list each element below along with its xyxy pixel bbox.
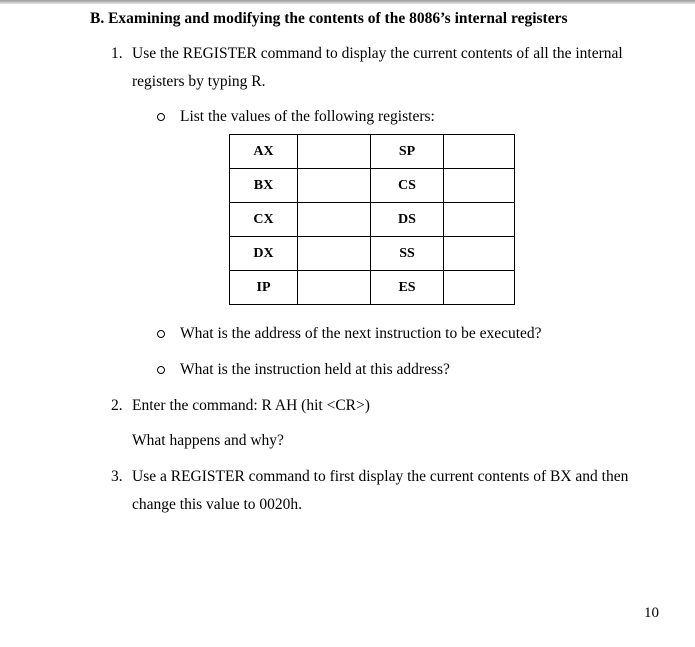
- top-rule: [0, 0, 695, 4]
- item-2-text-line1: Enter the command: R AH (hit <CR>): [132, 397, 370, 414]
- register-label-dx: DX: [230, 237, 298, 271]
- register-label-sp: SP: [371, 135, 444, 169]
- register-value-es: [444, 271, 515, 305]
- register-value-sp: [444, 135, 515, 169]
- register-label-ds: DS: [371, 203, 444, 237]
- item-1-text-line1: Use the REGISTER command to display the current contents of all the internal: [132, 45, 623, 62]
- register-value-ip: [298, 271, 371, 305]
- item-3-text-line2: change this value to 0020h.: [132, 496, 303, 513]
- register-label-ax: AX: [230, 135, 298, 169]
- table-row: [230, 203, 515, 237]
- register-value-cs: [444, 169, 515, 203]
- register-label-ip: IP: [230, 271, 298, 305]
- hollow-bullet-icon: [157, 113, 165, 121]
- page-number: 10: [644, 605, 659, 621]
- register-label-ss: SS: [371, 237, 444, 271]
- item-1-number: 1.: [111, 45, 123, 62]
- register-table: [229, 134, 515, 305]
- sub-bullet-registers: List the values of the following registers:: [180, 108, 435, 125]
- hollow-bullet-icon: [157, 366, 165, 374]
- sub-bullet-next-address: What is the address of the next instruction to be executed?: [180, 325, 542, 342]
- sub-bullet-instruction: What is the instruction held at this address?: [180, 361, 450, 378]
- item-2-number: 2.: [111, 397, 123, 414]
- register-value-dx: [298, 237, 371, 271]
- item-2-text-line2: What happens and why?: [132, 432, 284, 449]
- section-heading: B. Examining and modifying the contents of the 8086’s internal registers: [90, 10, 568, 27]
- item-3-text-line1: Use a REGISTER command to first display the current contents of BX and then: [132, 468, 629, 485]
- register-value-cx: [298, 203, 371, 237]
- item-3-number: 3.: [111, 468, 123, 485]
- register-label-bx: BX: [230, 169, 298, 203]
- register-label-es: ES: [371, 271, 444, 305]
- table-row: [230, 271, 515, 305]
- register-label-cx: CX: [230, 203, 298, 237]
- table-row: [230, 135, 515, 169]
- register-value-ss: [444, 237, 515, 271]
- register-value-bx: [298, 169, 371, 203]
- register-value-ds: [444, 203, 515, 237]
- hollow-bullet-icon: [157, 330, 165, 338]
- register-value-ax: [298, 135, 371, 169]
- item-1-text-line2: registers by typing R.: [132, 73, 266, 90]
- register-label-cs: CS: [371, 169, 444, 203]
- table-row: [230, 237, 515, 271]
- table-row: [230, 169, 515, 203]
